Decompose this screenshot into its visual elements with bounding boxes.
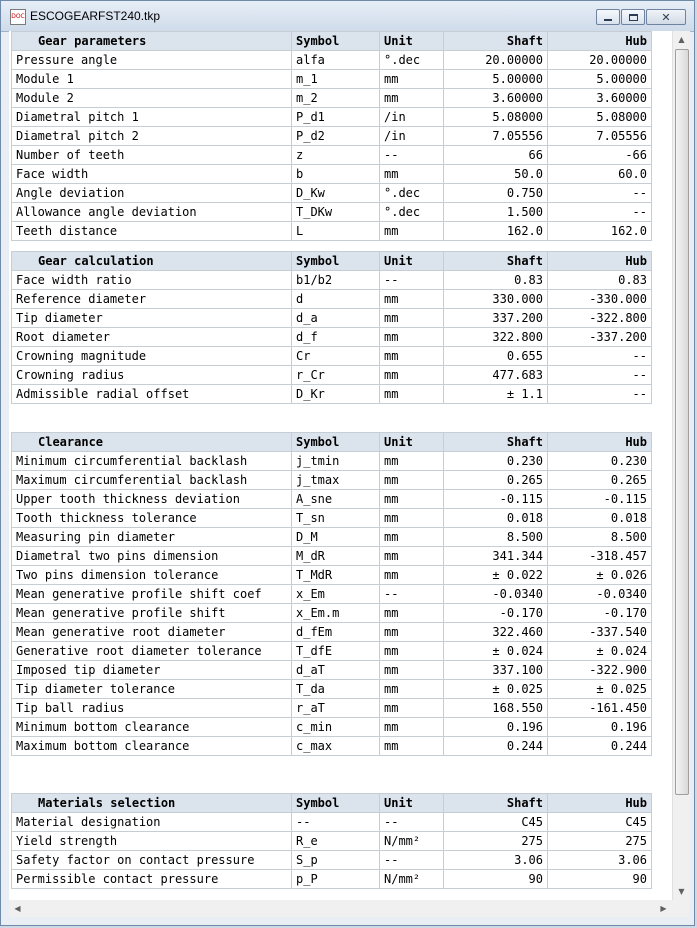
symbol-cell[interactable]: T_DKw: [292, 203, 380, 222]
symbol-cell[interactable]: T_sn: [292, 509, 380, 528]
table-row[interactable]: [12, 309, 652, 328]
symbol-cell[interactable]: D_Kw: [292, 184, 380, 203]
parameter-name[interactable]: Tip diameter: [12, 309, 292, 328]
parameter-name[interactable]: Generative root diameter tolerance: [12, 642, 292, 661]
unit-cell[interactable]: /in: [380, 127, 444, 146]
maximize-icon: [629, 14, 638, 21]
parameter-name[interactable]: Root diameter: [12, 328, 292, 347]
parameter-name[interactable]: Crowning radius: [12, 366, 292, 385]
parameter-name[interactable]: Teeth distance: [12, 222, 292, 241]
table-row[interactable]: [12, 385, 652, 404]
scroll-down-arrow-icon[interactable]: ▼: [678, 887, 685, 896]
parameter-name[interactable]: Maximum circumferential backlash: [12, 471, 292, 490]
column-header: Hub: [548, 433, 652, 452]
parameter-name[interactable]: Angle deviation: [12, 184, 292, 203]
parameter-name[interactable]: Diametral pitch 2: [12, 127, 292, 146]
parameter-name[interactable]: Minimum bottom clearance: [12, 718, 292, 737]
parameter-name[interactable]: Minimum circumferential backlash: [12, 452, 292, 471]
hub-value[interactable]: 5.00000: [548, 70, 652, 89]
column-header: Unit: [380, 794, 444, 813]
unit-cell[interactable]: N/mm²: [380, 832, 444, 851]
symbol-cell[interactable]: P_d2: [292, 127, 380, 146]
table-row[interactable]: [12, 51, 652, 70]
results-sheet: [9, 31, 672, 900]
shaft-value[interactable]: ± 1.1: [444, 385, 548, 404]
parameter-name[interactable]: Diametral two pins dimension: [12, 547, 292, 566]
hub-value[interactable]: 20.00000: [548, 51, 652, 70]
parameter-name[interactable]: Face width ratio: [12, 271, 292, 290]
symbol-cell[interactable]: alfa: [292, 51, 380, 70]
shaft-value[interactable]: C45: [444, 813, 548, 832]
scroll-up-arrow-icon[interactable]: ▲: [678, 35, 685, 44]
symbol-cell[interactable]: p_P: [292, 870, 380, 889]
symbol-cell[interactable]: j_tmin: [292, 452, 380, 471]
hub-value[interactable]: --: [548, 366, 652, 385]
vertical-scrollbar[interactable]: [672, 31, 690, 900]
hub-value[interactable]: 90: [548, 870, 652, 889]
symbol-cell[interactable]: r_aT: [292, 699, 380, 718]
hub-value[interactable]: -322.900: [548, 661, 652, 680]
hub-value[interactable]: -0.170: [548, 604, 652, 623]
scroll-left-arrow-icon[interactable]: ◀: [14, 904, 21, 913]
unit-cell[interactable]: mm: [380, 547, 444, 566]
shaft-value[interactable]: 341.344: [444, 547, 548, 566]
shaft-value[interactable]: 8.500: [444, 528, 548, 547]
hub-value[interactable]: --: [548, 203, 652, 222]
unit-cell[interactable]: mm: [380, 290, 444, 309]
shaft-value[interactable]: 337.100: [444, 661, 548, 680]
shaft-value[interactable]: 477.683: [444, 366, 548, 385]
parameter-name[interactable]: Permissible contact pressure: [12, 870, 292, 889]
symbol-cell[interactable]: x_Em: [292, 585, 380, 604]
unit-cell[interactable]: °.dec: [380, 51, 444, 70]
table-row[interactable]: [12, 108, 652, 127]
table-row[interactable]: [12, 89, 652, 108]
unit-cell[interactable]: mm: [380, 309, 444, 328]
column-header: Symbol: [292, 252, 380, 271]
symbol-cell[interactable]: S_p: [292, 851, 380, 870]
scroll-right-arrow-icon[interactable]: ▶: [660, 904, 667, 913]
shaft-value[interactable]: 322.800: [444, 328, 548, 347]
hub-value[interactable]: -337.540: [548, 623, 652, 642]
table-row[interactable]: [12, 813, 652, 832]
table-row[interactable]: [12, 680, 652, 699]
hub-value[interactable]: ± 0.025: [548, 680, 652, 699]
unit-cell[interactable]: N/mm²: [380, 870, 444, 889]
symbol-cell[interactable]: T_dfE: [292, 642, 380, 661]
parameter-name[interactable]: Admissible radial offset: [12, 385, 292, 404]
symbol-cell[interactable]: m_1: [292, 70, 380, 89]
parameter-name[interactable]: Maximum bottom clearance: [12, 737, 292, 756]
table-row[interactable]: [12, 127, 652, 146]
shaft-value[interactable]: 0.750: [444, 184, 548, 203]
table-row[interactable]: [12, 851, 652, 870]
title-bar[interactable]: [1, 1, 694, 32]
shaft-value[interactable]: 0.196: [444, 718, 548, 737]
hub-value[interactable]: 0.83: [548, 271, 652, 290]
symbol-cell[interactable]: Cr: [292, 347, 380, 366]
table-row[interactable]: [12, 737, 652, 756]
unit-cell[interactable]: /in: [380, 108, 444, 127]
unit-cell[interactable]: --: [380, 146, 444, 165]
shaft-value[interactable]: ± 0.025: [444, 680, 548, 699]
parameter-name[interactable]: Tooth thickness tolerance: [12, 509, 292, 528]
shaft-value[interactable]: 0.230: [444, 452, 548, 471]
parameter-name[interactable]: Tip ball radius: [12, 699, 292, 718]
table-row[interactable]: [12, 490, 652, 509]
hub-value[interactable]: ± 0.026: [548, 566, 652, 585]
unit-cell[interactable]: mm: [380, 165, 444, 184]
unit-cell[interactable]: mm: [380, 452, 444, 471]
column-header: Symbol: [292, 433, 380, 452]
shaft-value[interactable]: 5.00000: [444, 70, 548, 89]
column-header: Hub: [548, 252, 652, 271]
section-title: Materials selection: [12, 794, 292, 813]
column-header: Shaft: [444, 32, 548, 51]
shaft-value[interactable]: -0.0340: [444, 585, 548, 604]
unit-cell[interactable]: mm: [380, 222, 444, 241]
shaft-value[interactable]: 168.550: [444, 699, 548, 718]
symbol-cell[interactable]: d_a: [292, 309, 380, 328]
unit-cell[interactable]: mm: [380, 661, 444, 680]
hub-value[interactable]: 275: [548, 832, 652, 851]
hub-value[interactable]: 0.244: [548, 737, 652, 756]
symbol-cell[interactable]: z: [292, 146, 380, 165]
horizontal-scrollbar[interactable]: [9, 900, 672, 917]
symbol-cell[interactable]: d_f: [292, 328, 380, 347]
shaft-value[interactable]: ± 0.024: [444, 642, 548, 661]
column-header: Shaft: [444, 794, 548, 813]
symbol-cell[interactable]: j_tmax: [292, 471, 380, 490]
symbol-cell[interactable]: d_aT: [292, 661, 380, 680]
parameter-name[interactable]: Imposed tip diameter: [12, 661, 292, 680]
table-row[interactable]: [12, 184, 652, 203]
shaft-value[interactable]: -0.170: [444, 604, 548, 623]
section-title: Clearance: [12, 433, 292, 452]
section-header-row: [12, 32, 652, 51]
shaft-value[interactable]: 0.265: [444, 471, 548, 490]
table-row[interactable]: [12, 832, 652, 851]
unit-cell[interactable]: mm: [380, 471, 444, 490]
table-row[interactable]: [12, 70, 652, 89]
parameter-name[interactable]: Module 2: [12, 89, 292, 108]
hub-value[interactable]: --: [548, 385, 652, 404]
hub-value[interactable]: C45: [548, 813, 652, 832]
unit-cell[interactable]: mm: [380, 347, 444, 366]
table-row[interactable]: [12, 870, 652, 889]
symbol-cell[interactable]: m_2: [292, 89, 380, 108]
parameter-name[interactable]: Yield strength: [12, 832, 292, 851]
section-title: Gear calculation: [12, 252, 292, 271]
close-icon: ✕: [661, 10, 671, 24]
parameter-name[interactable]: Diametral pitch 1: [12, 108, 292, 127]
symbol-cell[interactable]: T_da: [292, 680, 380, 699]
table-row[interactable]: [12, 146, 652, 165]
unit-cell[interactable]: mm: [380, 490, 444, 509]
hub-value[interactable]: -337.200: [548, 328, 652, 347]
unit-cell[interactable]: mm: [380, 642, 444, 661]
table-row[interactable]: [12, 203, 652, 222]
shaft-value[interactable]: 50.0: [444, 165, 548, 184]
column-header: Shaft: [444, 252, 548, 271]
shaft-value[interactable]: 66: [444, 146, 548, 165]
unit-cell[interactable]: mm: [380, 737, 444, 756]
column-header: Hub: [548, 794, 652, 813]
table-row[interactable]: [12, 347, 652, 366]
parameter-name[interactable]: Crowning magnitude: [12, 347, 292, 366]
column-header: Unit: [380, 433, 444, 452]
table-row[interactable]: [12, 642, 652, 661]
hub-value[interactable]: --: [548, 184, 652, 203]
symbol-cell[interactable]: b: [292, 165, 380, 184]
vertical-scroll-thumb[interactable]: [675, 49, 689, 795]
unit-cell[interactable]: --: [380, 585, 444, 604]
window-controls: [595, 9, 686, 25]
unit-cell[interactable]: --: [380, 851, 444, 870]
shaft-value[interactable]: 20.00000: [444, 51, 548, 70]
hub-value[interactable]: 0.196: [548, 718, 652, 737]
unit-cell[interactable]: mm: [380, 680, 444, 699]
symbol-cell[interactable]: R_e: [292, 832, 380, 851]
column-header: Unit: [380, 252, 444, 271]
table-row[interactable]: [12, 718, 652, 737]
table-row[interactable]: [12, 328, 652, 347]
column-header: Hub: [548, 32, 652, 51]
hub-value[interactable]: -0.0340: [548, 585, 652, 604]
column-header: Shaft: [444, 433, 548, 452]
unit-cell[interactable]: mm: [380, 366, 444, 385]
symbol-cell[interactable]: M_dR: [292, 547, 380, 566]
gear-parameters-table: [11, 31, 652, 241]
symbol-cell[interactable]: L: [292, 222, 380, 241]
minimize-button[interactable]: [596, 9, 620, 25]
shaft-value[interactable]: 0.018: [444, 509, 548, 528]
table-row[interactable]: [12, 566, 652, 585]
symbol-cell[interactable]: d_fEm: [292, 623, 380, 642]
maximize-button[interactable]: [621, 9, 645, 25]
shaft-value[interactable]: -0.115: [444, 490, 548, 509]
hub-value[interactable]: ± 0.024: [548, 642, 652, 661]
parameter-name[interactable]: Number of teeth: [12, 146, 292, 165]
shaft-value[interactable]: 7.05556: [444, 127, 548, 146]
unit-cell[interactable]: mm: [380, 385, 444, 404]
shaft-value[interactable]: 0.655: [444, 347, 548, 366]
unit-cell[interactable]: °.dec: [380, 184, 444, 203]
unit-cell[interactable]: mm: [380, 509, 444, 528]
gear-calculation-table: [11, 251, 652, 404]
unit-cell[interactable]: mm: [380, 699, 444, 718]
shaft-value[interactable]: 90: [444, 870, 548, 889]
table-row[interactable]: [12, 528, 652, 547]
clearance-table: [11, 432, 652, 756]
unit-cell[interactable]: mm: [380, 566, 444, 585]
symbol-cell[interactable]: x_Em.m: [292, 604, 380, 623]
parameter-name[interactable]: Pressure angle: [12, 51, 292, 70]
table-row[interactable]: [12, 165, 652, 184]
shaft-value[interactable]: 3.60000: [444, 89, 548, 108]
hub-value[interactable]: -0.115: [548, 490, 652, 509]
table-row[interactable]: [12, 623, 652, 642]
parameter-name[interactable]: Tip diameter tolerance: [12, 680, 292, 699]
section-header-row: [12, 794, 652, 813]
parameter-name[interactable]: Allowance angle deviation: [12, 203, 292, 222]
parameter-name[interactable]: Mean generative profile shift coef: [12, 585, 292, 604]
hub-value[interactable]: -330.000: [548, 290, 652, 309]
unit-cell[interactable]: mm: [380, 89, 444, 108]
table-row[interactable]: [12, 271, 652, 290]
symbol-cell[interactable]: r_Cr: [292, 366, 380, 385]
shaft-value[interactable]: 1.500: [444, 203, 548, 222]
parameter-name[interactable]: Safety factor on contact pressure: [12, 851, 292, 870]
hub-value[interactable]: 7.05556: [548, 127, 652, 146]
parameter-name[interactable]: Module 1: [12, 70, 292, 89]
parameter-name[interactable]: Measuring pin diameter: [12, 528, 292, 547]
hub-value[interactable]: -161.450: [548, 699, 652, 718]
window-title: ESCOGEARFST240.tkp: [30, 9, 161, 23]
minimize-icon: [604, 19, 612, 21]
unit-cell[interactable]: mm: [380, 604, 444, 623]
hub-value[interactable]: 0.230: [548, 452, 652, 471]
unit-cell[interactable]: mm: [380, 528, 444, 547]
section-title: Gear parameters: [12, 32, 292, 51]
parameter-name[interactable]: Mean generative profile shift: [12, 604, 292, 623]
unit-cell[interactable]: mm: [380, 623, 444, 642]
table-row[interactable]: [12, 661, 652, 680]
symbol-cell[interactable]: d: [292, 290, 380, 309]
shaft-value[interactable]: 337.200: [444, 309, 548, 328]
parameter-name[interactable]: Face width: [12, 165, 292, 184]
hub-value[interactable]: 8.500: [548, 528, 652, 547]
table-row[interactable]: [12, 452, 652, 471]
symbol-cell[interactable]: --: [292, 813, 380, 832]
hub-value[interactable]: 3.06: [548, 851, 652, 870]
parameter-name[interactable]: Two pins dimension tolerance: [12, 566, 292, 585]
close-button[interactable]: [646, 9, 686, 25]
hub-value[interactable]: 5.08000: [548, 108, 652, 127]
parameter-name[interactable]: Reference diameter: [12, 290, 292, 309]
scrollbar-corner: [672, 900, 689, 917]
shaft-value[interactable]: ± 0.022: [444, 566, 548, 585]
table-row[interactable]: [12, 290, 652, 309]
shaft-value[interactable]: 3.06: [444, 851, 548, 870]
unit-cell[interactable]: mm: [380, 70, 444, 89]
column-header: Symbol: [292, 794, 380, 813]
table-row[interactable]: [12, 471, 652, 490]
column-header: Symbol: [292, 32, 380, 51]
table-row[interactable]: [12, 222, 652, 241]
hub-value[interactable]: -322.800: [548, 309, 652, 328]
shaft-value[interactable]: 0.244: [444, 737, 548, 756]
table-row[interactable]: [12, 585, 652, 604]
symbol-cell[interactable]: D_M: [292, 528, 380, 547]
unit-cell[interactable]: --: [380, 813, 444, 832]
shaft-value[interactable]: 275: [444, 832, 548, 851]
unit-cell[interactable]: --: [380, 271, 444, 290]
unit-cell[interactable]: mm: [380, 328, 444, 347]
shaft-value[interactable]: 162.0: [444, 222, 548, 241]
table-row[interactable]: [12, 366, 652, 385]
unit-cell[interactable]: mm: [380, 718, 444, 737]
unit-cell[interactable]: °.dec: [380, 203, 444, 222]
symbol-cell[interactable]: c_max: [292, 737, 380, 756]
document-icon[interactable]: DOC: [10, 9, 26, 25]
hub-value[interactable]: -66: [548, 146, 652, 165]
table-row[interactable]: [12, 699, 652, 718]
table-row[interactable]: [12, 604, 652, 623]
section-header-row: [12, 433, 652, 452]
hub-value[interactable]: 0.265: [548, 471, 652, 490]
hub-value[interactable]: --: [548, 347, 652, 366]
hub-value[interactable]: 0.018: [548, 509, 652, 528]
symbol-cell[interactable]: D_Kr: [292, 385, 380, 404]
section-header-row: [12, 252, 652, 271]
table-row[interactable]: [12, 547, 652, 566]
parameter-name[interactable]: Material designation: [12, 813, 292, 832]
column-header: Unit: [380, 32, 444, 51]
parameter-name[interactable]: Mean generative root diameter: [12, 623, 292, 642]
hub-value[interactable]: 60.0: [548, 165, 652, 184]
symbol-cell[interactable]: P_d1: [292, 108, 380, 127]
hub-value[interactable]: 162.0: [548, 222, 652, 241]
symbol-cell[interactable]: b1/b2: [292, 271, 380, 290]
materials-selection-table: [11, 793, 652, 889]
shaft-value[interactable]: 322.460: [444, 623, 548, 642]
hub-value[interactable]: 3.60000: [548, 89, 652, 108]
shaft-value[interactable]: 5.08000: [444, 108, 548, 127]
shaft-value[interactable]: 0.83: [444, 271, 548, 290]
symbol-cell[interactable]: c_min: [292, 718, 380, 737]
symbol-cell[interactable]: A_sne: [292, 490, 380, 509]
shaft-value[interactable]: 330.000: [444, 290, 548, 309]
parameter-name[interactable]: Upper tooth thickness deviation: [12, 490, 292, 509]
symbol-cell[interactable]: T_MdR: [292, 566, 380, 585]
table-row[interactable]: [12, 509, 652, 528]
hub-value[interactable]: -318.457: [548, 547, 652, 566]
